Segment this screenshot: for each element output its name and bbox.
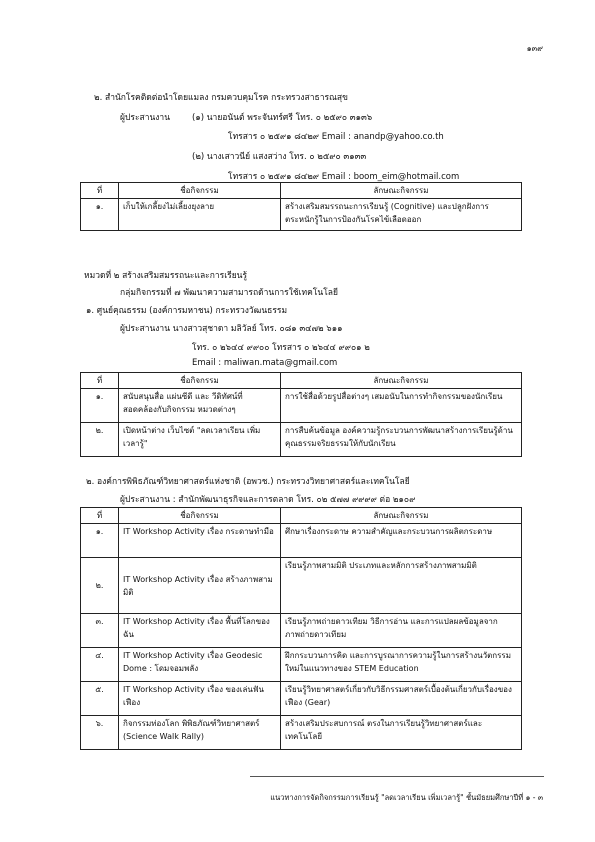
section-a-contact-2: (๒) นางเสาวนีย์ แสงสว่าง โทร. ๐ ๒๕๙๐ ๓๑๓๓ (192, 152, 367, 162)
section-b-email: Email : maliwan.mata@gmail.com (192, 358, 338, 368)
row-activity: IT Workshop Activity เรื่อง ของเล่นฟันเฟือง (119, 682, 281, 716)
header-activity: ชื่อกิจกรรม (119, 373, 281, 389)
row-activity: IT Workshop Activity เรื่อง พื้นที่โลกของฉัน (119, 614, 281, 648)
section-a-contact-1-fax: โทรสาร ๐ ๒๕๙๑ ๘๔๒๙ Email : anandp@yahoo.co.th (228, 132, 444, 142)
footer-rule (250, 776, 544, 777)
section-a-heading: ๒. สำนักโรคติดต่อนำโดยแมลง กรมควบคุมโรค กระทรวงสาธารณสุข (94, 93, 348, 103)
section-c-coordinator: ผู้ประสานงาน : สำนักพัฒนาธุรกิจและการตลาด โทร. ๐๒ ๕๗๗ ๙๙๙๙ ต่อ ๒๑๐๙ (120, 495, 416, 505)
row-description: ฝึกกระบวนการคิด และการบูรณาการความรู้ในการสร้างนวัตกรรมใหม่ในแนวทางของ STEM Education (281, 648, 522, 682)
table-row (81, 614, 522, 648)
row-no: ๔. (81, 648, 119, 682)
page-footer: แนวทางการจัดกิจกรรมการเรียนรู้ "ลดเวลาเรียน เพิ่มเวลารู้" ชั้นมัธยมศึกษาปีที่ ๑ - ๓ (270, 793, 543, 802)
section-a-coordinator-label: ผู้ประสานงาน (120, 113, 171, 123)
row-activity: IT Workshop Activity เรื่อง สร้างภาพสามมิติ (119, 558, 281, 614)
row-no: ๓. (81, 614, 119, 648)
header-description: ลักษณะกิจกรรม (281, 183, 522, 199)
table-row (81, 558, 522, 614)
row-description: สร้างเสริมสมรรถนะการเรียนรู้ (Cognitive) และปลูกฝังการตระหนักรู้ในการป้องกันโรคไข้เลือดออก (281, 199, 522, 231)
section-a-table (80, 182, 522, 231)
section-a-contact-1: (๑) นายอนันต์ พระจันทร์ศรี โทร. ๐ ๒๕๙๐ ๓๑๓๖ (192, 113, 373, 123)
row-activity: IT Workshop Activity เรื่อง กระดาษทำมือ (119, 524, 281, 558)
row-description: สร้างเสริมประสบการณ์ ตรงในการเรียนรู้วิทยาศาสตร์และเทคโนโลยี (281, 716, 522, 750)
table-row (81, 423, 522, 457)
header-description: ลักษณะกิจกรรม (281, 373, 522, 389)
row-description: การสืบค้นข้อมูล องค์ความรู้กระบวนการพัฒนาสร้างการเรียนรู้ด้านคุณธรรมจริยธรรมให้กับนักเรียน (281, 423, 522, 457)
section-a-contact-2-fax: โทรสาร ๐ ๒๕๙๑ ๘๔๒๙ Email : boom_eim@hotmail.com (228, 172, 460, 182)
row-no: ๑. (81, 389, 119, 423)
row-no: ๖. (81, 716, 119, 750)
row-no: ๒. (81, 558, 119, 614)
table-header-row (81, 373, 522, 389)
row-no: ๑. (81, 524, 119, 558)
section-b-table (80, 372, 522, 457)
header-no: ที่ (81, 508, 119, 524)
table-row (81, 524, 522, 558)
row-description: ศึกษาเรื่องกระดาษ ความสำคัญและกระบวนการผลิตกระดาษ (281, 524, 522, 558)
row-description: การใช้สื่อด้วยรูปสื่อต่างๆ เสมอนับในการทำกิจกรรมของนักเรียน (281, 389, 522, 423)
header-no: ที่ (81, 183, 119, 199)
row-description: เรียนรู้วิทยาศาสตร์เกี่ยวกับวิธีกรรมศาสตร์เบื้องต้นเกี่ยวกับเรื่องของเฟือง (Gear) (281, 682, 522, 716)
row-description: เรียนรู้ภาพสามมิติ ประเภทและหลักการสร้างภาพสามมิติ (281, 558, 522, 614)
page-number: ๑๓๙ (526, 44, 543, 53)
table-row (81, 199, 522, 231)
section-b-heading: หมวดที่ ๒ สร้างเสริมสมรรถนะและการเรียนรู้ (84, 271, 248, 281)
header-activity: ชื่อกิจกรรม (119, 183, 281, 199)
table-row (81, 648, 522, 682)
table-header-row (81, 183, 522, 199)
header-description: ลักษณะกิจกรรม (281, 508, 522, 524)
section-b-coordinator: ผู้ประสานงาน นางสาวสุชาดา มลิวัลย์ โทร. ๐๘๑ ๓๔๗๒ ๖๑๑ (120, 324, 343, 334)
section-c-org: ๒. องค์การพิพิธภัณฑ์วิทยาศาสตร์แห่งชาติ (อพวช.) กระทรวงวิทยาศาสตร์และเทคโนโลยี (86, 477, 410, 487)
row-no: ๕. (81, 682, 119, 716)
table-header-row (81, 508, 522, 524)
row-no: ๒. (81, 423, 119, 457)
row-activity: เก็บให้เกลี้ยงไม่เลี้ยงยุงลาย (119, 199, 281, 231)
table-row (81, 389, 522, 423)
section-b-org: ๑. ศูนย์คุณธรรม (องค์การมหาชน) กระทรวงวัฒนธรรม (86, 306, 288, 316)
row-description: เรียนรู้ภาพถ่ายดาวเทียม วิธีการอ่าน และการแปลผลข้อมูลจากภาพถ่ายดาวเทียม (281, 614, 522, 648)
header-no: ที่ (81, 373, 119, 389)
row-activity: กิจกรรมท่องโลก พิพิธภัณฑ์วิทยาศาสตร์ (Science Walk Rally) (119, 716, 281, 750)
table-row (81, 682, 522, 716)
row-no: ๑. (81, 199, 119, 231)
header-activity: ชื่อกิจกรรม (119, 508, 281, 524)
table-row (81, 716, 522, 750)
row-activity: เปิดหน้าต่าง เว็บไซต์ "ลดเวลาเรียน เพิ่มเวลารู้" (119, 423, 281, 457)
section-c-table (80, 507, 522, 750)
section-b-subheading: กลุ่มกิจกรรมที่ ๗ พัฒนาความสามารถด้านการใช้เทคโนโลยี (120, 288, 338, 298)
section-b-phone: โทร. ๐ ๒๖๔๔ ๙๙๐๐ โทรสาร ๐ ๒๖๔๔ ๙๙๐๑ ๒ (192, 343, 370, 353)
row-activity: IT Workshop Activity เรื่อง Geodesic Dome : โดมจอมพลัง (119, 648, 281, 682)
row-activity: สนับสนุนสื่อ แผ่นซีดี และ วีดิทัศน์ที่สอดคล้องกับกิจกรรม หมวดต่างๆ (119, 389, 281, 423)
